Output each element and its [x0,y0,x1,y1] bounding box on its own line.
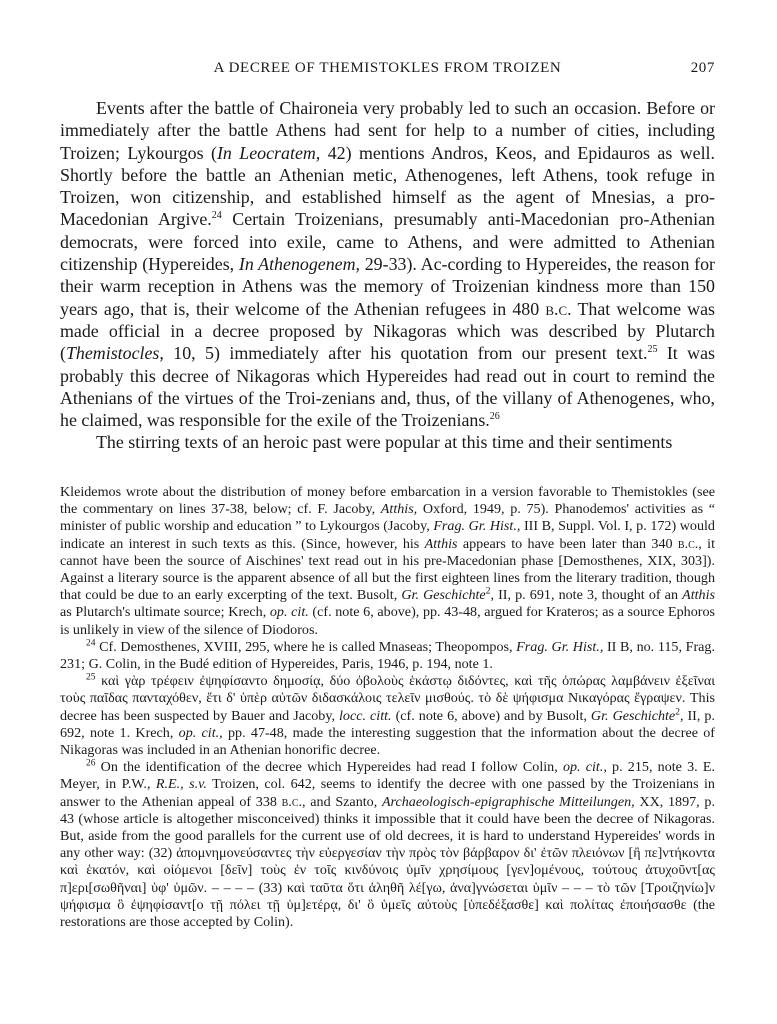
text-span: (cf. note 6, above), pp. 43-48, argued for Krateros; as a source Ephoros is unlikely in view of the silence of Diodoros. [60,604,715,638]
footnote-25 [60,673,715,759]
text-span: It was probably this decree of Nikagoras which Hypereides had read out in court to remind the Athenians of the virtues of the Troi-zenians and, thus, of the villany of Athenogenes, who, he claimed, was responsible for the exile of the Troizenians. [60,343,715,431]
greek-quotation: ἀπομνημονεύσαντες τὴν εὐεργεσίαν τὴν πρὸς τὸν βάρβαρον δι' ἐτῶν πλειόνων [ἢ πε]ντήκοντα καὶ ἑκατόν, καὶ οἰόμενοι [δεῖν] τοὺς ἐν τοῖς κινδύνοις ὑμῖν χρησίμους [γεν]ομένους, τούτους ἀτυχοῦντ[ας π]ερι[σωθῆναι] ὑφ' ὑμῶν. – – – – [60,845,716,896]
era-abbrev: b.c., [281,793,306,810]
citation-abbrev: locc. citt. [339,707,392,724]
text-span: 42) mentions Andros, Keos, and Epidauros as well. Shortly before the battle an Athenian metic, Athenogenes, left Athens, took refuge in Troizen, won citizenship, and established himself as the agent of Mnesias, a pro-Macedonian Argive. [60,142,715,230]
footnotes [60,484,715,931]
text-span: Troizen, col. 642, seems to identify the decree with one passed by the Troizenians in answer to the Athenian appeal of 338 [60,776,715,810]
paragraph-2: The stirring texts of an heroic past were popular at this time and their sentiments [96,432,673,453]
text-span: On the identification of the decree which Hypereides had read I follow Colin, [95,759,563,776]
citation-abbrev: R.E., s.v. [155,776,207,793]
text-span: , II, p. 692, note 1. Krech, [60,707,715,741]
footnote-continuation [60,484,715,639]
citation-abbrev: op. cit., [562,759,607,776]
citation-title: Themistocles, [65,343,164,364]
footnote-26 [60,759,715,931]
text-span: This decree has been suspected by Bauer and Jacoby, [60,690,715,724]
paragraph-1 [60,97,715,431]
edition-superscript: 2 [485,586,491,597]
text-span: Events after the battle of Chaironeia very probably led to such an occasion. Before or immediately after the battle Athens had sent for help to a number of cities, including Troizen; Lykourgos ( [60,98,715,163]
text-span: , II, p. 691, note 3, thought of an [490,587,683,604]
citation-title: Atthis [682,587,715,604]
running-title: A DECREE OF THEMISTOKLES FROM TROIZEN [213,60,562,76]
citation-abbrev: op. cit., [178,724,223,741]
text-span: as Plutarch's ultimate source; Krech, [60,604,270,621]
text-span: II B, no. 115, Frag. 231; G. Colin, in the Budé edition of Hypereides, Paris, 1946, p. 194, note 1. [60,638,715,673]
text-span: Cf. Demosthenes, XVIII, 295, where he is called Mnaseas; Theopompos, [95,638,517,655]
text-span: and Szanto, [305,793,382,810]
text-span: Kleidemos wrote about the distribution of money before embarcation in a version favorable to Themistokles (see the commentary on lines 37-38, below; cf. F. Jacoby, [60,484,715,518]
citation-title: Atthis, [380,501,418,518]
footnote-number: 26 [86,758,96,769]
running-header [60,60,715,82]
citation-title: Gr. Geschichte [401,587,486,604]
footnote-ref-24[interactable]: 24 [211,210,222,222]
text-span: it cannot have been the source of Aischines' text read out in his pre-Macedonian phase [Demosthenes, XIX, 303]). Against a literary source is the apparent absence of all but the first eighteen lines from the literary tradition, though that could be due to an early excerpting of the text. Busolt, [60,535,715,604]
text-span: (the restorations are those accepted by Colin). [60,896,715,931]
citation-title: Gr. Geschichte [590,707,676,724]
footnote-number: 24 [86,638,96,649]
citation-title: Archaeologisch-epigraphische Mitteilungen, [381,793,635,810]
greek-quotation: καὶ ταῦτα ὅτι ἀληθῆ λέ[γω, ἀνα]γνώσεται ὑμῖν – – – τὸ τῶν [Τροιζηνίω]ν ψήφισμα ὃ ἐψηφίσαντ[ο τῇ πόλει τῇ ὑμ]ετέρᾳ, δι' ὃ ὑμεῖς αὐτοὺς [ὑπεδέξασθε] καὶ πολίτας ἐποιήσασθε [60,879,715,913]
text-span: appears to have been later than 340 [457,535,678,552]
text-span: (cf. note 6, above) and by Busolt, [391,707,591,724]
text-span: pp. 47-48, made the interesting suggestion that the information about the decree of Nikagoras was included in an Athenian honorific decree. [60,724,715,759]
era-abbrev: b.c., [677,535,702,552]
text-span: p. 215, note 3. E. Meyer, in P.W., [60,759,715,793]
era-abbrev: b.c. [545,298,572,319]
citation-abbrev: op. cit. [269,604,309,621]
text-span: III B, Suppl. Vol. I, p. 172) would indicate an interest in such texts as this. (Since, however, his [60,518,715,552]
footnote-ref-25[interactable]: 25 [647,344,658,356]
main-text [60,97,715,454]
citation-title: Frag. Gr. Hist., [433,518,521,535]
page-number: 207 [690,60,715,76]
footnote-24 [60,639,715,673]
text-span: That welcome was made official in a decree proposed by Nikagoras which was described by Plutarch ( [60,298,715,364]
edition-superscript: 2 [675,706,680,717]
citation-title: In Leocratem, [216,142,321,163]
citation-title: In Athenogenem, [238,254,361,275]
citation-title: Atthis [424,535,458,552]
text-span: XX, 1897, p. 43 (whose article is altogether misconceived) thinks it impossible that it could have been the decree of Nikagoras. But, aside from the good parallels for the current use of old decrees, it is hard to understand Hypereides' words in any other way: (32) [60,793,715,862]
footnote-number: 25 [86,672,96,683]
citation-title: Frag. Gr. Hist., [516,638,604,655]
text-span: Oxford, 1949, p. 75). Phanodemos' activities as “ minister of public worship and education ” to Lykourgos (Jacoby, [60,501,716,535]
greek-quotation: καὶ γὰρ τρέφειν ἐψηφίσαντο δημοσίᾳ, δύο ὀβολοὺς ἑκάστῳ διδόντες, καὶ τῆς ὀπώρας λαμβάνειν ἐξεῖναι τοὺς παῖδας πανταχόθεν, ἔτι δ' ὑπὲρ αὐτῶν διδασκάλοις τελεῖν μισθούς. τὸ δὲ ψήφισμα Νικαγόρας ἔγραψεν. [60,673,715,707]
footnote-ref-26[interactable]: 26 [489,411,500,423]
text-span: Certain Troizenians, presumably anti-Macedonian pro-Athenian democrats, were forced into exile, came to Athens, and were admitted to Athenian citizenship (Hypereides, [60,209,715,275]
text-span: (33) [254,879,287,896]
text-span: 10, 5) immediately after his quotation from our present text. [163,343,648,364]
text-span: 29-33). Ac-cording to Hypereides, the reason for their warm reception in Athens was the memory of Troizenian kindness more than 150 years ago, that is, their welcome of the Athenian refugees in 480 [60,254,715,319]
